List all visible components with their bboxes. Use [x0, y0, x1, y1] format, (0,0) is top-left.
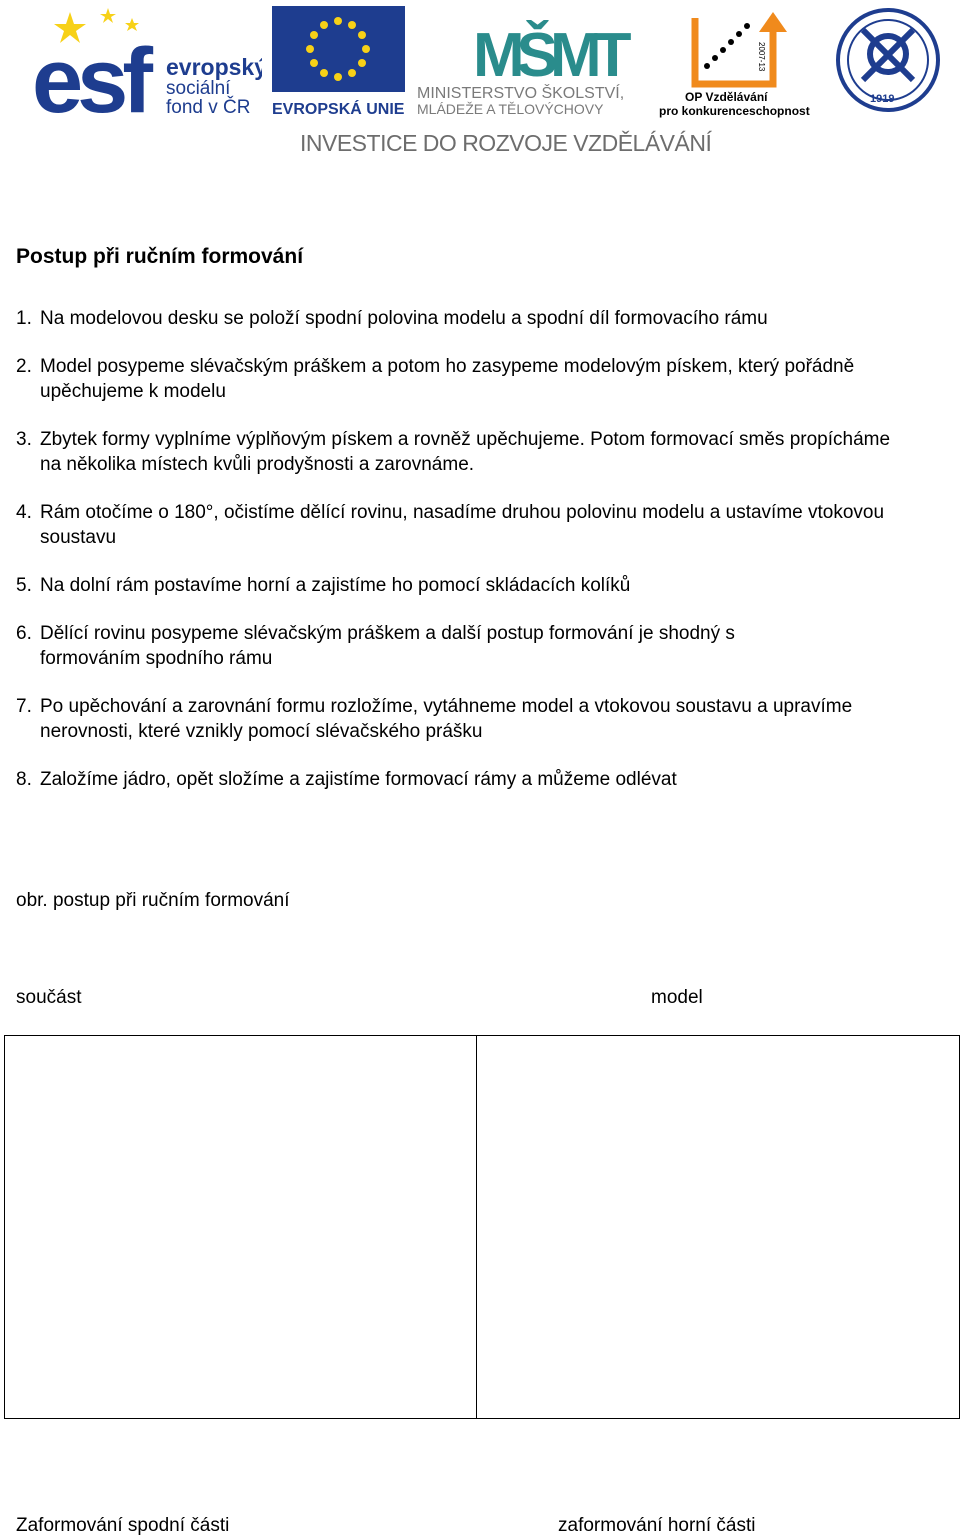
figure-caption: obr. postup při ručním formování	[16, 890, 290, 911]
step-text: Model posypeme slévačským práškem a potom ho zasypeme modelovým pískem, který pořádně upěchujeme k modelu	[40, 356, 855, 402]
svg-text:2007-13: 2007-13	[757, 42, 766, 72]
step-text: Zbytek formy vyplníme výplňovým pískem a rovněž upěchujeme. Potom formovací směs propícháme na několika místech kvůli prodyšnosti a zarovnáme.	[40, 429, 891, 475]
gear-icon	[863, 30, 913, 80]
part-image-frame	[4, 1035, 478, 1419]
step-3	[16, 428, 896, 477]
svg-text:pro konkurenceschopnost: pro konkurenceschopnost	[659, 104, 810, 118]
eu-logo	[272, 6, 407, 118]
model-image-frame	[476, 1035, 960, 1419]
label-bottom-molding: Zaformování spodní části	[16, 1515, 230, 1536]
step-number: 7.	[16, 696, 32, 717]
step-text: Dělící rovinu posypeme slévačským práškem a další postup formování je shodný s formováním spodního rámu	[40, 623, 735, 669]
esf-logo	[30, 6, 262, 118]
svg-text:MŠMT: MŠMT	[473, 21, 624, 90]
step-text: Rám otočíme o 180°, očistíme dělící rovinu, nasadíme druhou polovinu modelu a ustavíme vtokovou soustavu	[40, 502, 885, 548]
step-7	[16, 695, 866, 744]
step-text: Na modelovou desku se položí spodní polovina modelu a spodní díl formovacího rámu	[40, 308, 768, 329]
step-2	[16, 355, 876, 404]
step-number: 4.	[16, 502, 32, 523]
step-1	[16, 307, 916, 332]
step-number: 1.	[16, 308, 32, 329]
label-top-molding: zaformování horní části	[558, 1515, 756, 1536]
document-title: Postup při ručním formování	[16, 245, 304, 268]
step-4	[16, 501, 916, 550]
step-8	[16, 768, 916, 793]
op-logo	[655, 4, 810, 118]
step-text: Založíme jádro, opět složíme a zajistíme formovací rámy a můžeme odlévat	[40, 769, 677, 790]
step-number: 2.	[16, 356, 32, 377]
svg-text:sociální: sociální	[166, 78, 231, 99]
step-number: 6.	[16, 623, 32, 644]
svg-text:EVROPSKÁ UNIE: EVROPSKÁ UNIE	[272, 101, 405, 118]
msmt-logo	[415, 4, 650, 118]
step-text: Po upěchování a zarovnání formu rozložíme, vytáhneme model a vtokovou soustavu a upravíme nerovnosti, které vznikly pomocí slévačského prášku	[40, 696, 853, 742]
label-model: model	[651, 987, 703, 1008]
step-number: 5.	[16, 575, 32, 596]
svg-text:OP Vzdělávání: OP Vzdělávání	[685, 90, 768, 104]
step-5	[16, 574, 916, 599]
svg-text:evropský: evropský	[166, 54, 262, 80]
svg-text:esf: esf	[32, 30, 147, 118]
logo-header	[0, 0, 960, 160]
tagline: INVESTICE DO ROZVOJE VZDĚLÁVÁNÍ	[300, 130, 712, 156]
step-text: Na dolní rám postavíme horní a zajistíme ho pomocí skládacích kolíků	[40, 575, 631, 596]
svg-text:MINISTERSTVO ŠKOLSTVÍ,: MINISTERSTVO ŠKOLSTVÍ,	[417, 85, 625, 102]
school-seal-logo	[833, 6, 945, 114]
svg-text:MLÁDEŽE A TĚLOVÝCHOVY: MLÁDEŽE A TĚLOVÝCHOVY	[417, 101, 604, 117]
svg-text:fond v ČR: fond v ČR	[166, 97, 251, 118]
step-number: 8.	[16, 769, 32, 790]
step-6	[16, 622, 836, 671]
label-part: součást	[16, 987, 82, 1008]
step-number: 3.	[16, 429, 32, 450]
svg-text:1919: 1919	[870, 93, 895, 105]
